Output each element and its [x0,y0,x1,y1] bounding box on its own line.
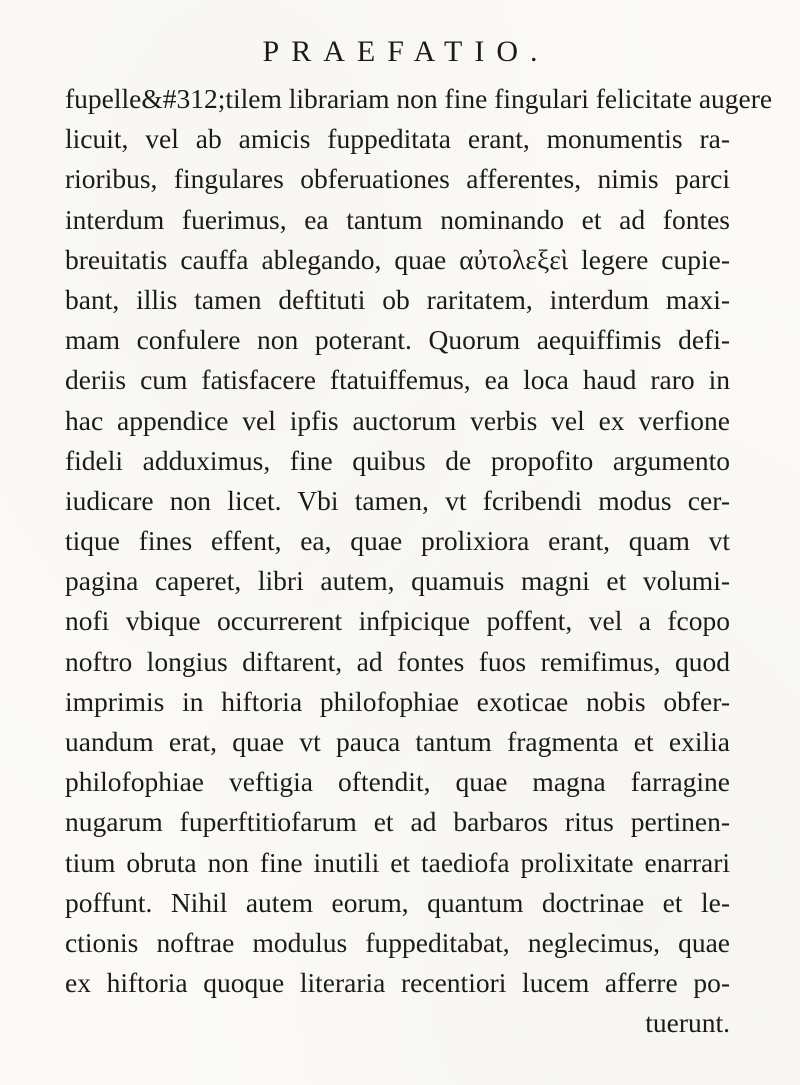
body-text [65,79,773,1044]
text-line: nofi vbique occurrerent infpicique poffent, vel a fcopo [65,605,730,637]
text-line: fideli adduximus, fine quibus de propofito argumento [65,444,730,476]
text-line: ctionis noftrae modulus fuppeditabat, neglecimus, quae [65,926,730,958]
text-line: rioribus, fingulares obferuationes afferentes, nimis parci [65,163,730,195]
text-line: licuit, vel ab amicis fuppeditata erant, monumentis ra- [65,123,730,155]
text-line: deriis cum fatisfacere ftatuiffemus, ea loca haud raro in [65,364,730,396]
text-line: pagina caperet, libri autem, quamuis magni et volumi- [65,565,730,597]
text-line: nugarum fuperftitiofarum et ad barbaros ritus pertinen- [65,806,730,838]
text-line: tique fines effent, ea, quae prolixiora erant, quam vt [65,525,730,557]
text-line: ex hiftoria quoque literaria recentiori lucem afferre po- [65,967,730,999]
text-line: tium obruta non fine inutili et taediofa prolixitate enarrari [65,846,730,878]
text-line: bant, illis tamen deftituti ob raritatem, interdum maxi- [65,283,730,315]
text-line: imprimis in hiftoria philofophiae exoticae nobis obfer- [65,685,730,717]
text-line: noftro longius diftarent, ad fontes fuos remifimus, quod [65,645,730,677]
text-line: breuitatis cauffa ablegando, quae αὐτολεξεὶ legere cupie- [65,243,730,275]
running-head: PRAEFATIO. [262,35,550,68]
text-line: philofophiae veftigia oftendit, quae magna farragine [65,766,730,798]
text-line: poffunt. Nihil autem eorum, quantum doctrinae et le- [65,886,730,918]
text-line: mam confulere non poterant. Quorum aequiffimis defi- [65,324,730,356]
text-line: fupelle&#312;tilem librariam non fine fingulari felicitate augere [65,83,773,114]
text-line: iudicare non licet. Vbi tamen, vt fcribendi modus cer- [65,484,730,516]
text-line: uandum erat, quae vt pauca tantum fragmenta et exilia [65,726,730,757]
text-line: interdum fuerimus, ea tantum nominando et ad fontes [65,203,730,235]
text-line-final: tuerunt. [645,1007,730,1039]
text-line: hac appendice vel ipfis auctorum verbis vel ex verfione [65,404,730,436]
